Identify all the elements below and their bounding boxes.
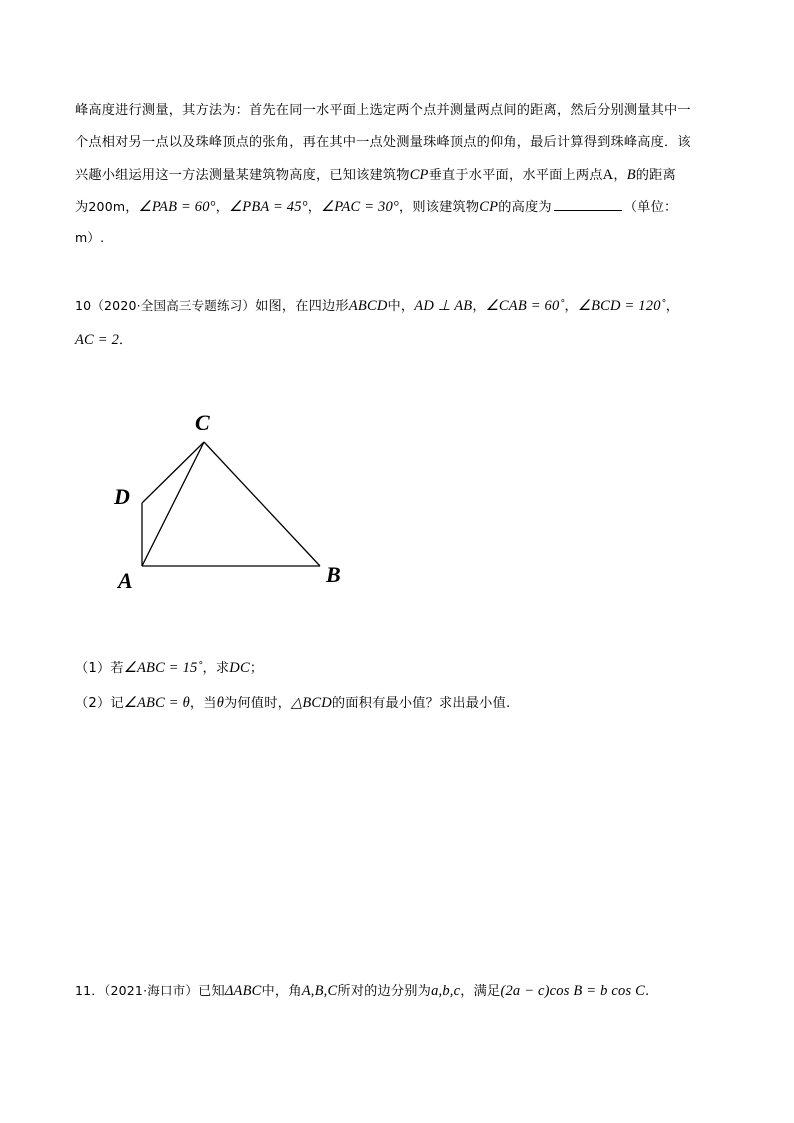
q9-line-1: 峰高度进行测量，其方法为：首先在同一水平面上选定两个点并测量两点间的距离，然后分别测量其中一	[75, 103, 691, 118]
answer-blank	[554, 198, 622, 211]
q9-line-5: m）.	[75, 230, 105, 245]
q10-sub-2: （2）记∠ABC = θ，当θ为何值时，△BCD的面积有最小值？求出最小值.	[75, 695, 511, 711]
segment-dc	[142, 442, 204, 503]
vertex-label-b: B	[326, 562, 341, 587]
q9-line-2: 个点相对另一点以及珠峰顶点的张角，再在其中一点处测量珠峰顶点的仰角，最后计算得到珠峰高度．该	[75, 135, 691, 150]
vertex-label-d: D	[114, 484, 130, 509]
segment-cb	[204, 442, 320, 566]
question-source: （2020·全国高三专题练习）	[91, 298, 256, 313]
quadrilateral-figure	[100, 400, 360, 600]
q9-line-4: 为200m，∠PAB = 60°，∠PBA = 45°，∠PAC = 30°，则该建筑物CP的高度为 （单位：	[75, 199, 678, 215]
vertex-label-a: A	[118, 568, 133, 593]
question-number: 11．	[75, 983, 105, 998]
question-source: （2021·海口市）	[104, 983, 199, 998]
q10-sub-1: （1）若∠ABC = 15˚，求DC；	[75, 660, 264, 676]
q9-line-3: 兴趣小组运用这一方法测量某建筑物高度，已知该建筑物CP垂直于水平面，水平面上两点A，B的距离	[75, 167, 676, 183]
q10-line-2: AC = 2．	[75, 332, 133, 348]
question-number: 10	[75, 298, 92, 313]
q11-line-1: 11．（2021·海口市）已知ΔABC中，角A,B,C所对的边分别为a,b,c，满足(2a − c)cos B = b cos C.	[75, 983, 650, 999]
vertex-label-c: C	[195, 410, 210, 435]
segment-ac	[142, 442, 204, 566]
q10-line-1: 10（2020·全国高三专题练习）如图，在四边形ABCD中，AD ⊥ AB，∠CAB = 60˚，∠BCD = 120˚，	[75, 298, 680, 314]
